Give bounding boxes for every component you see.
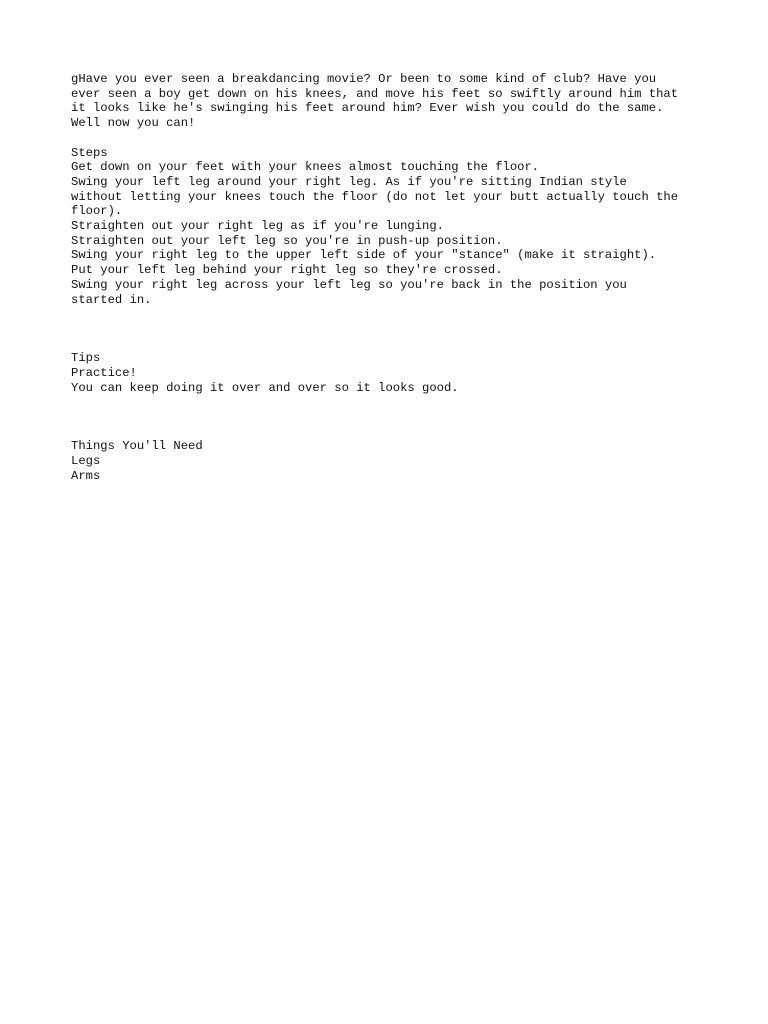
spacer (71, 131, 711, 146)
intro-line: Well now you can! (71, 116, 196, 131)
step-line: Swing your left leg around your right leg. As if you're sitting Indian style (71, 174, 627, 189)
step-line: Put your left leg behind your right leg so they're crossed. (71, 263, 503, 278)
things-needed-section (71, 439, 711, 483)
step-line: Straighten out your right leg as if you're lunging. (71, 219, 444, 234)
tip-line: You can keep doing it over and over so it looks good. (71, 380, 459, 395)
step-line: started in. (71, 292, 152, 307)
document-body (71, 72, 711, 483)
intro-line: gHave you ever seen a breakdancing movie? Or been to some kind of club? Have you (71, 72, 657, 86)
step-line: Swing your right leg across your left leg so you're back in the position you (71, 277, 627, 292)
step-line: floor). (71, 204, 123, 219)
step-line: Get down on your feet with your knees almost touching the floor. (71, 160, 540, 175)
step-line: without letting your knees touch the floor (do not let your butt actually touch the (71, 189, 679, 204)
intro-line: it looks like he's swinging his feet around him? Ever wish you could do the same. (71, 101, 664, 116)
steps-section (71, 146, 711, 308)
tips-section (71, 351, 711, 395)
intro-paragraph (71, 72, 711, 131)
spacer (71, 395, 711, 439)
tip-line: Practice! (71, 365, 137, 380)
things-needed-item: Arms (71, 468, 101, 483)
things-needed-item: Legs (71, 454, 101, 469)
things-needed-heading: Things You'll Need (71, 439, 203, 454)
tips-heading: Tips (71, 351, 101, 366)
intro-line: ever seen a boy get down on his knees, and move his feet so swiftly around him that (71, 86, 679, 101)
steps-heading: Steps (71, 145, 108, 160)
step-line: Swing your right leg to the upper left side of your "stance" (make it straight). (71, 248, 657, 263)
spacer (71, 307, 711, 351)
step-line: Straighten out your left leg so you're in push-up position. (71, 233, 503, 248)
